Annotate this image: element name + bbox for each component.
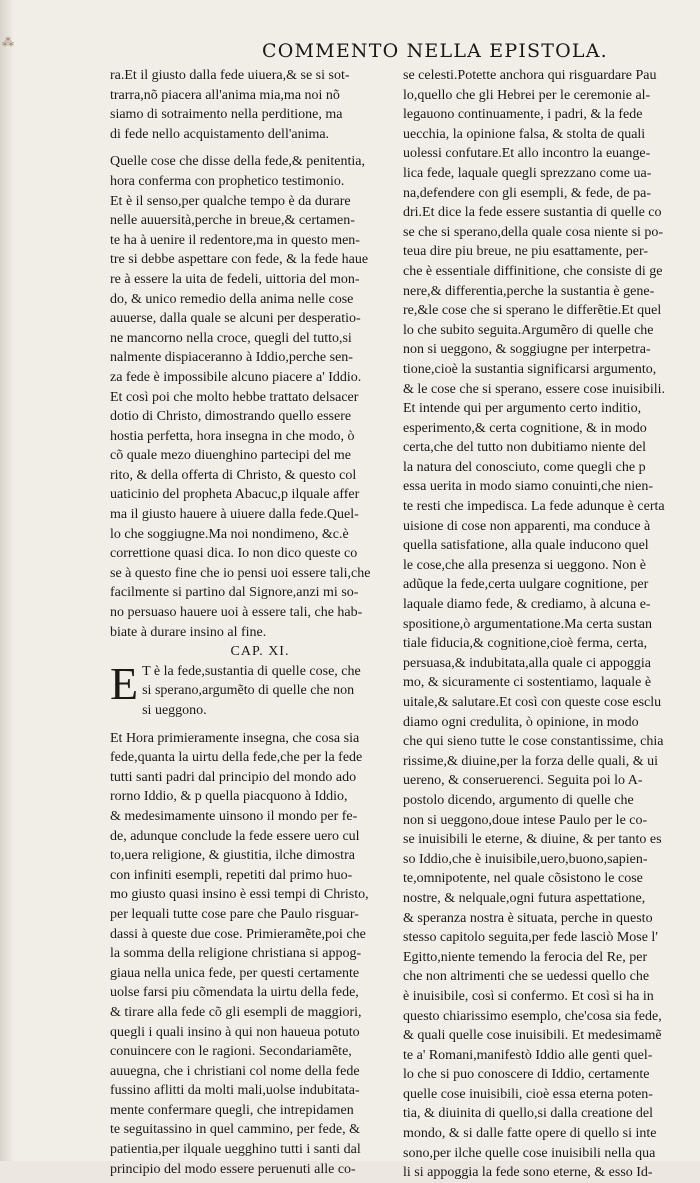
text-line: uolessi confutare.Et allo incontro la euange-: [403, 146, 651, 162]
text-line: hostia perfetta, hora insegna in che modo, ò: [110, 428, 355, 444]
text-line: no persuaso hauere uoi à essere tali, che hab-: [110, 605, 363, 621]
paragraph-commentary: [110, 152, 390, 642]
text-line: che qui sieno tutte le cose constantissime, chia: [403, 734, 664, 750]
text-line: to,uera religione, & giustitia, ilche dimostra: [110, 848, 355, 864]
text-line: quelle cose inuisibili, cioè essa eterna poten-: [403, 1086, 653, 1102]
text-line: tione,cioè la sustantia significarsi argumento,: [403, 361, 657, 377]
gutter-shadow: [0, 0, 14, 1161]
text-line: che è essentiale diffinitione, che consiste di ge: [403, 263, 663, 279]
text-line: biate à durare insino al fine.: [110, 624, 267, 640]
text-line: essa uerita in modo siamo conuinti,che nien-: [403, 479, 653, 495]
text-line: ma il giusto hauere à uiuere dalla fede.Quel-: [110, 507, 359, 523]
text-line: quella satisfatione, alla quale inducono quel: [403, 538, 649, 554]
text-line: Et è il senso,per qualche tempo è da durare: [110, 193, 351, 209]
text-line: de, adunque conclude la fede essere uero cul: [110, 828, 360, 844]
text-line: hora conferma con prophetico testimonio.: [110, 173, 345, 189]
chapter-text-line: si sperano,argumẽto di quelle che non: [142, 683, 355, 699]
text-line: re,&le cose che si sperano le differẽtie.Et quel: [403, 303, 662, 319]
margin-stain: ⁂: [2, 35, 14, 49]
text-line: te,omnipotente, nel quale cõsistono le cose: [403, 871, 643, 887]
text-line: patientia,per ilquale uegghino tutti i santi dal: [110, 1142, 361, 1158]
text-line: correttione quasi dica. Io non dico queste co: [110, 546, 358, 562]
text-line: fussino aflitti da molti mali,uolse indubitata-: [110, 1083, 360, 1099]
text-line: rissime,& diuine,per la forza delle quali, & ui: [403, 753, 659, 769]
chapter-opening: [110, 662, 390, 721]
text-line: le cose,che alla presenza si ueggono. Non è: [403, 557, 646, 573]
chapter-heading: CAP. XI.: [230, 644, 290, 660]
text-line: giaua nella unica fede, per questi certamente: [110, 965, 360, 981]
text-line: & tirare alla fede cõ gli esempli de maggiori,: [110, 1004, 362, 1020]
text-line: dri.Et dice la fede essere sustantia di quelle co: [403, 205, 662, 221]
text-line: tutti santi padri dal principio del mondo ado: [110, 769, 357, 785]
text-line: nelle auuersità,perche in breue,& certamen-: [110, 213, 355, 229]
text-line: siamo di sotraimento nella perditione, ma: [110, 107, 343, 123]
text-line: Quelle cose che disse della fede,& penitentia,: [110, 154, 366, 170]
text-line: auuerse, dalla quale se alcuni per desperatio-: [110, 311, 361, 327]
text-line: & medesimamente uinsono il mondo per fe-: [110, 808, 358, 824]
right-column: [403, 66, 687, 1183]
text-line: sono,per ilche quelle cose inuisibili nella qua: [403, 1145, 656, 1161]
text-line: Et intende qui per argumento certo inditio,: [403, 401, 642, 417]
text-line: te a' Romani,manifestò Iddio alle genti quel-: [403, 1047, 653, 1063]
text-line: legauono continuamente, i padri, & la fede: [403, 107, 643, 123]
text-line: za fede è impossibile alcuno piacere a' Iddio.: [110, 369, 362, 385]
text-line: se à questo fine che io pensi uoi essere tali,che: [110, 565, 371, 581]
drop-cap: E: [110, 661, 139, 709]
text-line: laquale diamo fede, & crediamo, à alcuna e-: [403, 597, 651, 613]
text-line: & quali quelle cose inuisibili. Et medesimamẽ: [403, 1028, 662, 1044]
text-line: spositione,ò argumentatione.Ma certa sustan: [403, 616, 652, 632]
text-line: mo giusto quasi insino è essi tempi di Christo,: [110, 887, 369, 903]
text-line: se celesti.Potette anchora qui risguardare Pau: [403, 68, 657, 83]
text-line: auuegna, che i christiani col nome della fede: [110, 1063, 360, 1079]
text-line: Egitto,niente temendo la ferocia del Re, per: [403, 949, 648, 965]
text-line: fede,quanta la uirtu della fede,che per la fede: [110, 750, 363, 766]
text-line: uolse farsi piu cõmendata la uirtu della fede,: [110, 985, 359, 1001]
text-line: mente confermare quegli, che intrepidamen: [110, 1102, 354, 1118]
text-line: cõ quale mezo diuenghino partecipi del me: [110, 448, 352, 464]
paragraph-exposition: [110, 729, 390, 1180]
text-line: te ha à uenire il redentore,ma in questo men-: [110, 232, 360, 248]
text-line: Et così poi che molto hebbe trattato delsacer: [110, 389, 359, 405]
text-line: uitale,& salutare.Et così con queste cose esclu: [403, 695, 662, 710]
text-line: teua dire piu breue, ne piu esattamente, per-: [403, 244, 648, 260]
text-line: non si ueggono,doue intese Paulo per le co-: [403, 812, 648, 828]
text-line: non si ueggono, & soggiugne per interpetra-: [403, 342, 651, 358]
text-line: con infiniti esempli, repetiti dal primo huo-: [110, 867, 353, 883]
chapter-text-line: T è la fede,sustantia di quelle cose, che: [142, 663, 361, 679]
text-line: lo che subito seguita.Argumẽro di quelle che: [403, 322, 654, 338]
text-line: lo che si puo conoscere di Iddio, certamente: [403, 1067, 650, 1083]
text-line: diamo ogni credulita, ò opinione, in modo: [403, 714, 639, 730]
text-line: se che si sperano,della quale cosa niente si po-: [403, 224, 664, 240]
text-line: rito, & della offerta di Christo, & questo col: [110, 467, 357, 483]
text-line: rorno Iddio, & p quella piacquono à Iddio,: [110, 789, 348, 805]
left-column: [110, 66, 390, 1179]
text-line: certa,che del tutto non dubitiamo niente del: [403, 440, 646, 456]
text-line: dotio di Christo, dimostrando quello essere: [110, 409, 352, 425]
text-line: è inuisibile, così si confermo. Et così si ha in: [403, 988, 654, 1004]
text-line: dassi à queste due cose. Primieramẽte,poi che: [110, 926, 366, 942]
text-line: mondo, & si dalle fatte opere di quello si inte: [403, 1126, 657, 1142]
text-line: se inuisibili le eterne, & diuine, & per tanto es: [403, 832, 662, 848]
text-line: principio del modo essere peruenuti alle co-: [110, 1161, 356, 1177]
text-line: tiale fiducia,& cognitione,cioè ferma, certa,: [403, 636, 648, 652]
text-line: uaticinio del propheta Abacuc,p ilquale affer: [110, 487, 360, 503]
text-line: nostre, & nelquale,ogni futura aspettatione,: [403, 890, 646, 906]
text-line: na,defendere con gli esempli, & fede, de pa-: [403, 185, 652, 201]
text-line: tre si debbe aspettare con fede, & la fede haue: [110, 252, 369, 268]
text-line: lica fede, laquale quegli sprezzano come ua-: [403, 165, 652, 181]
text-line: uecchia, la opinione falsa, & stolta de quali: [403, 126, 646, 142]
text-line: do, & unico remedio della anima nelle cose: [110, 291, 354, 307]
text-line: te seguitassino in quel cammino, per fede, &: [110, 1122, 360, 1138]
text-line: postolo dicendo, argumento di quelle che: [403, 792, 634, 808]
text-line: uisione di cose non apparenti, ma conduce à: [403, 518, 651, 534]
text-line: tia, & diuinita di quello,si dalla creatione del: [403, 1106, 653, 1122]
text-line: trarra,nõ piacera all'anima mia,ma noi nõ: [110, 87, 340, 103]
text-line: nere,& differentia,perche la sustantia è gene-: [403, 283, 655, 299]
text-line: ra.Et il giusto dalla fede uiuera,& se si sot-: [110, 68, 350, 83]
text-line: ne mancorno nella croce, quegli del tutto,si: [110, 330, 352, 346]
text-line: re à essere la uita de fedeli, uittoria del mon-: [110, 271, 360, 287]
text-line: li si appoggia la fede sono eterne, & esso Id-: [403, 1165, 653, 1181]
text-line: adũque la fede,certa uulgare cognitione, per: [403, 577, 649, 593]
text-line: mo, & sicuramente ci sostentiamo, laquale è: [403, 675, 652, 691]
text-line: di fede nello acquistamento dell'anima.: [110, 126, 330, 142]
text-line: lo,quello che gli Hebrei per le ceremonie al-: [403, 87, 651, 103]
text-line: Et Hora primieramente insegna, che cosa sia: [110, 730, 360, 746]
text-line: esperimento,& certa cognitione, & in modo: [403, 420, 647, 436]
running-head: COMMENTO NELLA EPISTOLA.: [262, 40, 608, 62]
text-line: che non altrimenti che se uedessi quello che: [403, 969, 650, 985]
text-line: per lequali tutte cose pare che Paulo risguar-: [110, 906, 359, 922]
paragraph-intro: [110, 66, 390, 144]
text-line: la natura del conosciuto, come quegli che p: [403, 459, 646, 475]
text-line: la somma della religione christiana si appog-: [110, 946, 362, 962]
text-line: persuasa,& indubitata,alla quale ci appoggia: [403, 655, 652, 671]
text-line: quegli i quali insino à qui non haueua potuto: [110, 1024, 360, 1040]
text-line: questo chiarissimo esemplo, che'cosa sia fede,: [403, 1008, 662, 1024]
chapter-text-line: si ueggono.: [142, 703, 207, 718]
text-line: so Iddio,che è inuisibile,uero,buono,sapien-: [403, 851, 648, 867]
text-line: & le cose che si sperano, essere cose inuisibili.: [403, 381, 666, 397]
text-line: lo che soggiugne.Ma noi nondimeno, &c.è: [110, 526, 349, 542]
text-line: conuincere con le ragioni. Secondariamẽte,: [110, 1044, 352, 1060]
text-line: nalmente dispiaceranno à Iddio,perche sen-: [110, 350, 353, 366]
text-line: uereno, & conseruerenci. Seguita poi lo A-: [403, 773, 643, 789]
text-line: facilmente si partino dal Signore,anzi mi so-: [110, 585, 359, 601]
text-line: & speranza nostra è situata, perche in questo: [403, 910, 653, 926]
text-line: te resti che impedisca. La fede adunque è certa: [403, 499, 665, 515]
text-line: stesso capitolo seguita,per fede lasciò Mose l': [403, 930, 658, 946]
